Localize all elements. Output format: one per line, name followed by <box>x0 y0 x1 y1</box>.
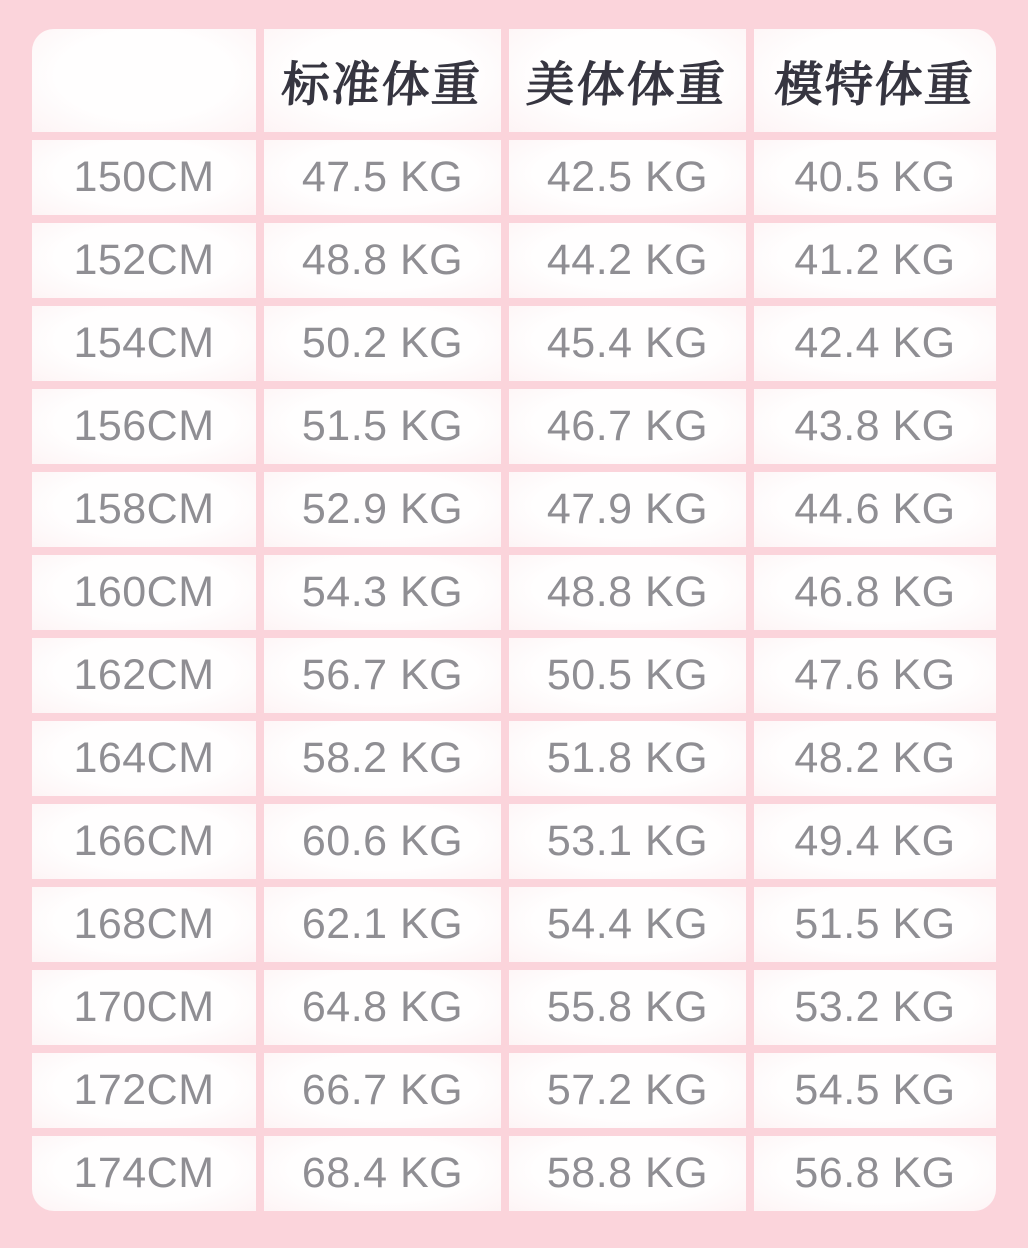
cell-text: 47.6 KG <box>794 651 956 699</box>
cell-text: 158CM <box>73 485 215 533</box>
cell-text: 54.3 KG <box>301 568 464 616</box>
cell-text: 53.2 KG <box>794 983 956 1031</box>
weight-cell <box>264 721 501 796</box>
cell-text: 54.4 KG <box>546 900 709 948</box>
weight-cell <box>754 638 996 713</box>
weight-cell <box>264 306 501 381</box>
weight-cell <box>754 887 996 962</box>
weight-cell <box>509 389 746 464</box>
cell-text: 52.9 KG <box>301 485 464 533</box>
weight-cell <box>509 472 746 547</box>
weight-cell <box>264 1053 501 1128</box>
weight-cell <box>754 472 996 547</box>
weight-cell <box>264 389 501 464</box>
height-cell <box>32 970 256 1045</box>
weight-cell <box>509 638 746 713</box>
weight-cell <box>509 804 746 879</box>
cell-text: 47.5 KG <box>301 153 464 201</box>
weight-cell <box>754 555 996 630</box>
cell-text: 49.4 KG <box>794 817 956 865</box>
cell-text: 44.2 KG <box>546 236 709 284</box>
weight-cell <box>509 1136 746 1211</box>
height-cell <box>32 721 256 796</box>
cell-text: 55.8 KG <box>546 983 709 1031</box>
cell-text: 172CM <box>73 1066 215 1114</box>
weight-cell <box>264 223 501 298</box>
weight-cell <box>509 887 746 962</box>
cell-text: 60.6 KG <box>301 817 464 865</box>
cell-text: 53.1 KG <box>546 817 709 865</box>
weight-cell <box>264 804 501 879</box>
height-cell <box>32 638 256 713</box>
weight-cell <box>264 1136 501 1211</box>
height-cell <box>32 804 256 879</box>
weight-cell <box>264 472 501 547</box>
weight-cell <box>509 140 746 215</box>
col-header-beauty-weight <box>509 29 746 132</box>
col-header-label: 标准体重 <box>280 59 485 112</box>
cell-text: 174CM <box>73 1149 215 1197</box>
col-header-label: 模特体重 <box>772 59 977 112</box>
cell-text: 68.4 KG <box>301 1149 464 1197</box>
height-cell <box>32 1053 256 1128</box>
cell-text: 46.8 KG <box>794 568 956 616</box>
cell-text: 66.7 KG <box>301 1066 464 1114</box>
weight-cell <box>754 223 996 298</box>
weight-cell <box>754 1053 996 1128</box>
cell-text: 57.2 KG <box>546 1066 709 1114</box>
cell-text: 40.5 KG <box>794 153 956 201</box>
cell-text: 51.8 KG <box>546 734 709 782</box>
weight-cell <box>264 638 501 713</box>
corner-cell <box>32 29 256 132</box>
weight-cell <box>509 306 746 381</box>
col-header-label: 美体体重 <box>525 59 730 112</box>
height-cell <box>32 472 256 547</box>
height-cell <box>32 306 256 381</box>
height-cell <box>32 140 256 215</box>
cell-text: 170CM <box>73 983 215 1031</box>
cell-text: 43.8 KG <box>794 402 956 450</box>
cell-text: 48.2 KG <box>794 734 956 782</box>
cell-text: 58.8 KG <box>546 1149 709 1197</box>
cell-text: 51.5 KG <box>301 402 464 450</box>
weight-cell <box>754 1136 996 1211</box>
cell-text: 45.4 KG <box>546 319 709 367</box>
height-cell <box>32 1136 256 1211</box>
weight-cell <box>509 721 746 796</box>
cell-text: 50.5 KG <box>546 651 709 699</box>
cell-text: 150CM <box>73 153 215 201</box>
cell-text: 154CM <box>73 319 215 367</box>
weight-cell <box>509 1053 746 1128</box>
weight-cell <box>754 140 996 215</box>
cell-text: 48.8 KG <box>301 236 464 284</box>
cell-text: 164CM <box>73 734 215 782</box>
weight-cell <box>264 140 501 215</box>
cell-text: 64.8 KG <box>301 983 464 1031</box>
cell-text: 166CM <box>73 817 215 865</box>
weight-cell <box>754 389 996 464</box>
cell-text: 41.2 KG <box>794 236 956 284</box>
col-header-model-weight <box>754 29 996 132</box>
cell-text: 152CM <box>73 236 215 284</box>
height-cell <box>32 887 256 962</box>
cell-text: 168CM <box>73 900 215 948</box>
cell-text: 162CM <box>73 651 215 699</box>
weight-cell <box>509 223 746 298</box>
weight-cell <box>754 306 996 381</box>
weight-cell <box>264 887 501 962</box>
weight-cell <box>754 721 996 796</box>
cell-text: 156CM <box>73 402 215 450</box>
cell-text: 42.4 KG <box>794 319 956 367</box>
weight-cell <box>509 555 746 630</box>
cell-text: 56.8 KG <box>794 1149 956 1197</box>
cell-text: 48.8 KG <box>546 568 709 616</box>
weight-reference-table <box>32 29 996 1211</box>
cell-text: 160CM <box>73 568 215 616</box>
cell-text: 47.9 KG <box>546 485 709 533</box>
height-cell <box>32 223 256 298</box>
weight-cell <box>754 970 996 1045</box>
height-cell <box>32 389 256 464</box>
weight-cell <box>509 970 746 1045</box>
weight-cell <box>264 555 501 630</box>
cell-text: 51.5 KG <box>794 900 956 948</box>
weight-cell <box>264 970 501 1045</box>
cell-text: 62.1 KG <box>301 900 464 948</box>
col-header-standard-weight <box>264 29 501 132</box>
cell-text: 58.2 KG <box>301 734 464 782</box>
cell-text: 42.5 KG <box>546 153 709 201</box>
cell-text: 44.6 KG <box>794 485 956 533</box>
cell-text: 56.7 KG <box>301 651 464 699</box>
weight-cell <box>754 804 996 879</box>
cell-text: 46.7 KG <box>546 402 709 450</box>
cell-text: 50.2 KG <box>301 319 464 367</box>
height-cell <box>32 555 256 630</box>
cell-text: 54.5 KG <box>794 1066 956 1114</box>
